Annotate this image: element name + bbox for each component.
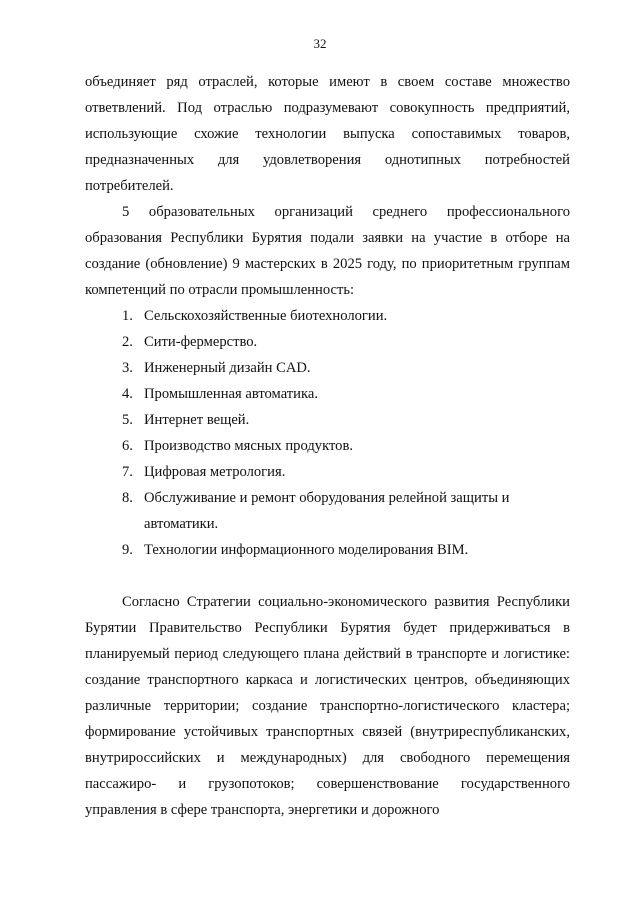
- paragraph-workshops: 5 образовательных организаций среднего профессионального образования Республики Бурятия подали заявки на участие в отборе на создание (обновление) 9 мастерских в 2025 году, по приоритетным группам компетенций по отрасли промышленность:: [85, 204, 570, 298]
- list-item-number: 7.: [122, 464, 133, 480]
- paragraph-continuation: объединяет ряд отраслей, которые имеют в своем составе множество ответвлений. Под отраслью подразумевают совокупность предприятий, использующие схожие технологии выпуска сопоставимых товаров, предназначенных для удовлетворения однотипных потребностей потребителей.: [85, 74, 570, 194]
- list-item: [85, 381, 570, 407]
- list-item-number: 3.: [122, 360, 133, 376]
- list-item-text: Сити-фермерство.: [144, 334, 258, 350]
- list-item-number: 6.: [122, 438, 133, 454]
- page-number: 32: [313, 36, 327, 51]
- list-item: [85, 537, 570, 563]
- document-body: [85, 69, 570, 823]
- list-item-text: Сельскохозяйственные биотехнологии.: [144, 308, 388, 324]
- list-item: [85, 485, 570, 537]
- paragraph-strategy: Согласно Стратегии социально-экономического развития Республики Бурятии Правительство Республики Бурятия будет придерживаться в планируемый период следующего плана действий в транспорте и логистике: создание транспортного каркаса и логистических центров, объединяющих различные территории; создание транспортно-логистического кластера; формирование устойчивых транспортных связей (внутриреспубликанских, внутрироссийских и международных) для свободного перемещения пассажиро- и грузопотоков; совершенствование государственного управления в сфере транспорта, энергетики и дорожного: [85, 594, 570, 818]
- list-item: [85, 433, 570, 459]
- list-item: [85, 303, 570, 329]
- list-item-number: 4.: [122, 386, 133, 402]
- list-item-number: 1.: [122, 308, 133, 324]
- competency-list: [85, 303, 570, 563]
- paragraph-spacer: [85, 563, 570, 589]
- list-item-text: Технологии информационного моделирования BIM.: [144, 542, 469, 558]
- list-item-number: 2.: [122, 334, 133, 350]
- list-item-text: Производство мясных продуктов.: [144, 438, 354, 454]
- list-item-text: Инженерный дизайн CAD.: [144, 360, 311, 376]
- list-item-number: 9.: [122, 542, 133, 558]
- list-item-text: Промышленная автоматика.: [144, 386, 318, 402]
- list-item: [85, 459, 570, 485]
- list-item: [85, 355, 570, 381]
- list-item: [85, 329, 570, 355]
- list-item-number: 8.: [122, 490, 133, 506]
- list-item: [85, 407, 570, 433]
- list-item-text: Обслуживание и ремонт оборудования релейной защиты и автоматики.: [144, 490, 510, 532]
- list-item-text: Интернет вещей.: [144, 412, 250, 428]
- list-item-number: 5.: [122, 412, 133, 428]
- list-item-text: Цифровая метрология.: [144, 464, 286, 480]
